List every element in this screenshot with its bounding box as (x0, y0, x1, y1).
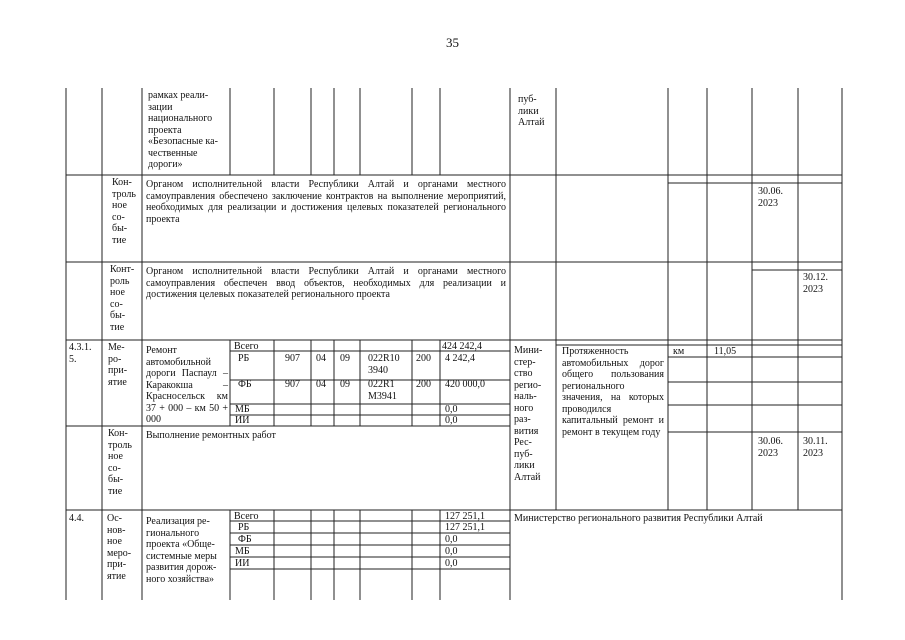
measure-44-number: 4.4. (69, 513, 84, 524)
finance-grbs: 907 (285, 379, 300, 390)
finance-sum: 0,0 (445, 415, 458, 426)
finance-source: МБ (235, 546, 250, 557)
finance-grbs: 907 (285, 353, 300, 364)
control-event-3-date-end: 30.11. 2023 (803, 436, 828, 459)
top-executor: пуб- лики Алтай (518, 94, 545, 128)
finance-source: ФБ (238, 379, 252, 390)
measure-4315-type: Ме- ро- при- ятие (108, 342, 128, 388)
indicator-text: Протяженность автомобильных дорог общего пользования регионального значения, на которых проводился капитальный ремонт и ремонт в текущем году (562, 346, 664, 438)
measure-44-name: Реализация ре- гионального проекта «Обще- системные меры развития дорож- ного хозяйства» (146, 516, 217, 585)
finance-sum: 0,0 (445, 546, 458, 557)
indicator-value: 11,05 (714, 346, 737, 357)
control-event-2-date: 30.12. 2023 (803, 272, 828, 295)
finance-source: ИИ (235, 415, 250, 426)
finance-source: МБ (235, 404, 250, 415)
indicator-unit: км (673, 346, 685, 357)
control-event-3-date-start: 30.06. 2023 (758, 436, 783, 459)
finance-vr: 200 (416, 353, 431, 364)
control-event-2-text: Органом исполнительной власти Республики Алтай и органами местного самоуправления обеспечен ввод объектов, необходимых для реализации и достижения целевых показателей регионального проекта (146, 266, 506, 300)
measure-44-executor: Министерство регионального развития Республики Алтай (514, 513, 763, 524)
finance-sum: 127 251,1 (445, 522, 485, 533)
page-number: 35 (446, 35, 459, 50)
measure-44-type: Ос- нов- ное меро- при- ятие (107, 513, 132, 582)
finance-sum: 420 000,0 (445, 379, 485, 390)
finance-sum: 0,0 (445, 558, 458, 569)
measure-4315-name: Ремонт автомобильной дороги Паспаул – Каракокша – Красносельск км 37 + 000 – км 50 + 000 (146, 345, 228, 425)
finance-vr: 200 (416, 379, 431, 390)
finance-source: ИИ (235, 558, 250, 569)
control-event-3-text: Выполнение ремонтных работ (146, 430, 276, 441)
finance-sum: 424 242,4 (442, 341, 482, 352)
measure-4315-number: 4.3.1. 5. (69, 342, 92, 365)
top-measure-description: рамках реали- зации национального проекта «Безопасные ка- чественные дороги» (148, 90, 218, 170)
finance-pr: 09 (340, 379, 350, 390)
finance-rz: 04 (316, 353, 326, 364)
finance-sum: 0,0 (445, 404, 458, 415)
control-event-3-type: Кон- троль ное со- бы- тие (108, 428, 132, 497)
finance-sum: 0,0 (445, 534, 458, 545)
control-event-1-type: Кон- троль ное со- бы- тие (112, 177, 136, 246)
finance-csr: 022R1 М3941 (368, 379, 397, 402)
finance-rz: 04 (316, 379, 326, 390)
finance-csr: 022R10 3940 (368, 353, 400, 376)
control-event-2-type: Конт- роль ное со- бы- тие (110, 264, 135, 333)
control-event-1-text: Органом исполнительной власти Республики Алтай и органами местного самоуправления обеспечено заключение контрактов на выполнение мероприятий, необходимых для реализации и достижения целевых показателей регионального проекта (146, 179, 506, 225)
finance-source: РБ (238, 353, 250, 364)
measure-4315-executor: Мини- стер- ство регио- наль- ного раз- вития Рес- пуб- лики Алтай (514, 345, 543, 483)
finance-pr: 09 (340, 353, 350, 364)
control-event-1-date: 30.06. 2023 (758, 186, 783, 209)
finance-source: Всего (234, 511, 259, 522)
finance-source: РБ (238, 522, 250, 533)
finance-source: ФБ (238, 534, 252, 545)
finance-sum: 4 242,4 (445, 353, 475, 364)
finance-sum: 127 251,1 (445, 511, 485, 522)
finance-source: Всего (234, 341, 259, 352)
